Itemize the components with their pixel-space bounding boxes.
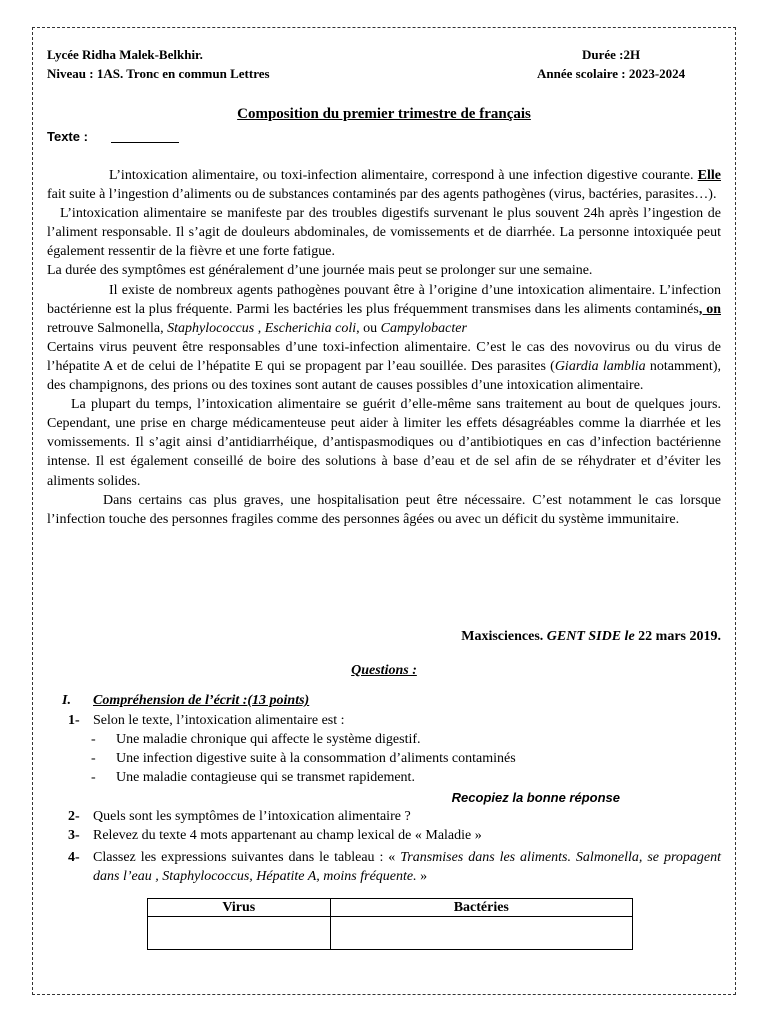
paragraph-7: Dans certains cas plus graves, une hospitalisation peut être nécessaire. C’est notamment le cas lorsque l’infection touche des personnes fragiles comme des personnes âgées ou avec un déficit du système immunitaire. bbox=[47, 492, 721, 527]
table-header-virus: Virus bbox=[148, 899, 331, 917]
question-2: 2- Quels sont les symptômes de l’intoxication alimentaire ? bbox=[68, 809, 411, 824]
table-row bbox=[148, 917, 633, 950]
option-2: - Une infection digestive suite à la consommation d’aliments contaminés bbox=[91, 751, 516, 766]
paragraph-2: L’intoxication alimentaire se manifeste par des troubles digestifs survenant le plus souvent 24h après l’ingestion de l’aliment responsable. Il s’agit de douleurs abdominales, de vomissements et de diarrhée. La personne intoxiquée peut également ressentir de la fièvre et une forte fatigue. bbox=[47, 206, 721, 260]
texte-label: Texte : bbox=[47, 129, 88, 144]
source-citation: Maxisciences. GENT SIDE le 22 mars 2019. bbox=[461, 629, 721, 644]
questions-title: Questions : bbox=[351, 663, 417, 678]
paragraph-5: Certains virus peuvent être responsables d’une toxi-infection alimentaire. C’est le cas des novovirus ou du virus de l’hépatite A et de celui de l’hépatite E qui se propagent par l’eau souillée. Des parasites (Giardia lamblia notamment), des champignons, des prions ou des toxines sont autant de causes possibles d’une intoxication alimentaire. bbox=[47, 339, 721, 394]
option-3: - Une maladie contagieuse qui se transmet rapidement. bbox=[91, 770, 415, 785]
school-year: Année scolaire : 2023-2024 bbox=[537, 66, 686, 81]
table-header-bacteries: Bactéries bbox=[330, 899, 632, 917]
table-cell-virus[interactable] bbox=[148, 917, 331, 950]
question-4: 4- Classez les expressions suivantes dans le tableau : « Transmises dans les aliments. Salmonella, se propagent dans l’eau , Staphylococcus, Hépatite A, moins fréquente. » bbox=[68, 850, 721, 884]
instruction: Recopiez la bonne réponse bbox=[451, 790, 620, 805]
keyword-elle: Elle bbox=[697, 168, 722, 183]
class-level: Niveau : 1AS. Tronc en commun Lettres bbox=[47, 66, 270, 81]
paragraph-4: Il existe de nombreux agents pathogènes pouvant être à l’origine d’une intoxication alimentaire. L’infection bactérienne est la plus fréquente. Parmi les bactéries les plus fréquemment transmises dans les aliments contaminés, on retrouve Salmonella, Staphylococcus , Escherichia coli, ou Campylobacter bbox=[47, 282, 721, 336]
classification-table bbox=[147, 898, 633, 950]
keyword-on: , on bbox=[698, 301, 721, 317]
table-cell-bacteries[interactable] bbox=[330, 917, 632, 950]
exam-title: Composition du premier trimestre de français bbox=[237, 106, 531, 122]
paragraph-3: La durée des symptômes est généralement d’une journée mais peut se prolonger sur une semaine. bbox=[47, 263, 593, 279]
texte-underline bbox=[111, 142, 179, 143]
table-header-row bbox=[148, 899, 633, 917]
option-1: - Une maladie chronique qui affecte le système digestif. bbox=[91, 732, 421, 747]
section-heading: I. Compréhension de l’écrit :(13 points) bbox=[62, 693, 310, 708]
question-3: 3- Relevez du texte 4 mots appartenant au champ lexical de « Maladie » bbox=[68, 828, 482, 843]
school-name: Lycée Ridha Malek-Belkhir. bbox=[47, 47, 203, 62]
question-1: 1- Selon le texte, l’intoxication alimentaire est : bbox=[68, 713, 345, 728]
paragraph-6: La plupart du temps, l’intoxication alimentaire se guérit d’elle-même sans traitement au bout de quelques jours. Cependant, une prise en charge médicamenteuse peut aider à limiter les effets désagréables comme la diarrhée et les vomissements. Il s’agit ainsi d’antidiarrhéique, d’antispasmodiques ou d’antibiotiques en cas d’infection bactérienne intense. Il est également conseillé de boire des solutions à base d’eau et de sel afin de se réhydrater et d’éviter les aliments solides. bbox=[47, 397, 721, 489]
paragraph-1: L’intoxication alimentaire, ou toxi-infection alimentaire, correspond à une infection digestive courante. Elle fait suite à l’ingestion d’aliments ou de substances contaminés par des agents pathogènes (virus, bactéries, parasites…). bbox=[47, 168, 722, 203]
text-body bbox=[47, 166, 721, 529]
exam-duration: Durée :2H bbox=[582, 47, 641, 62]
